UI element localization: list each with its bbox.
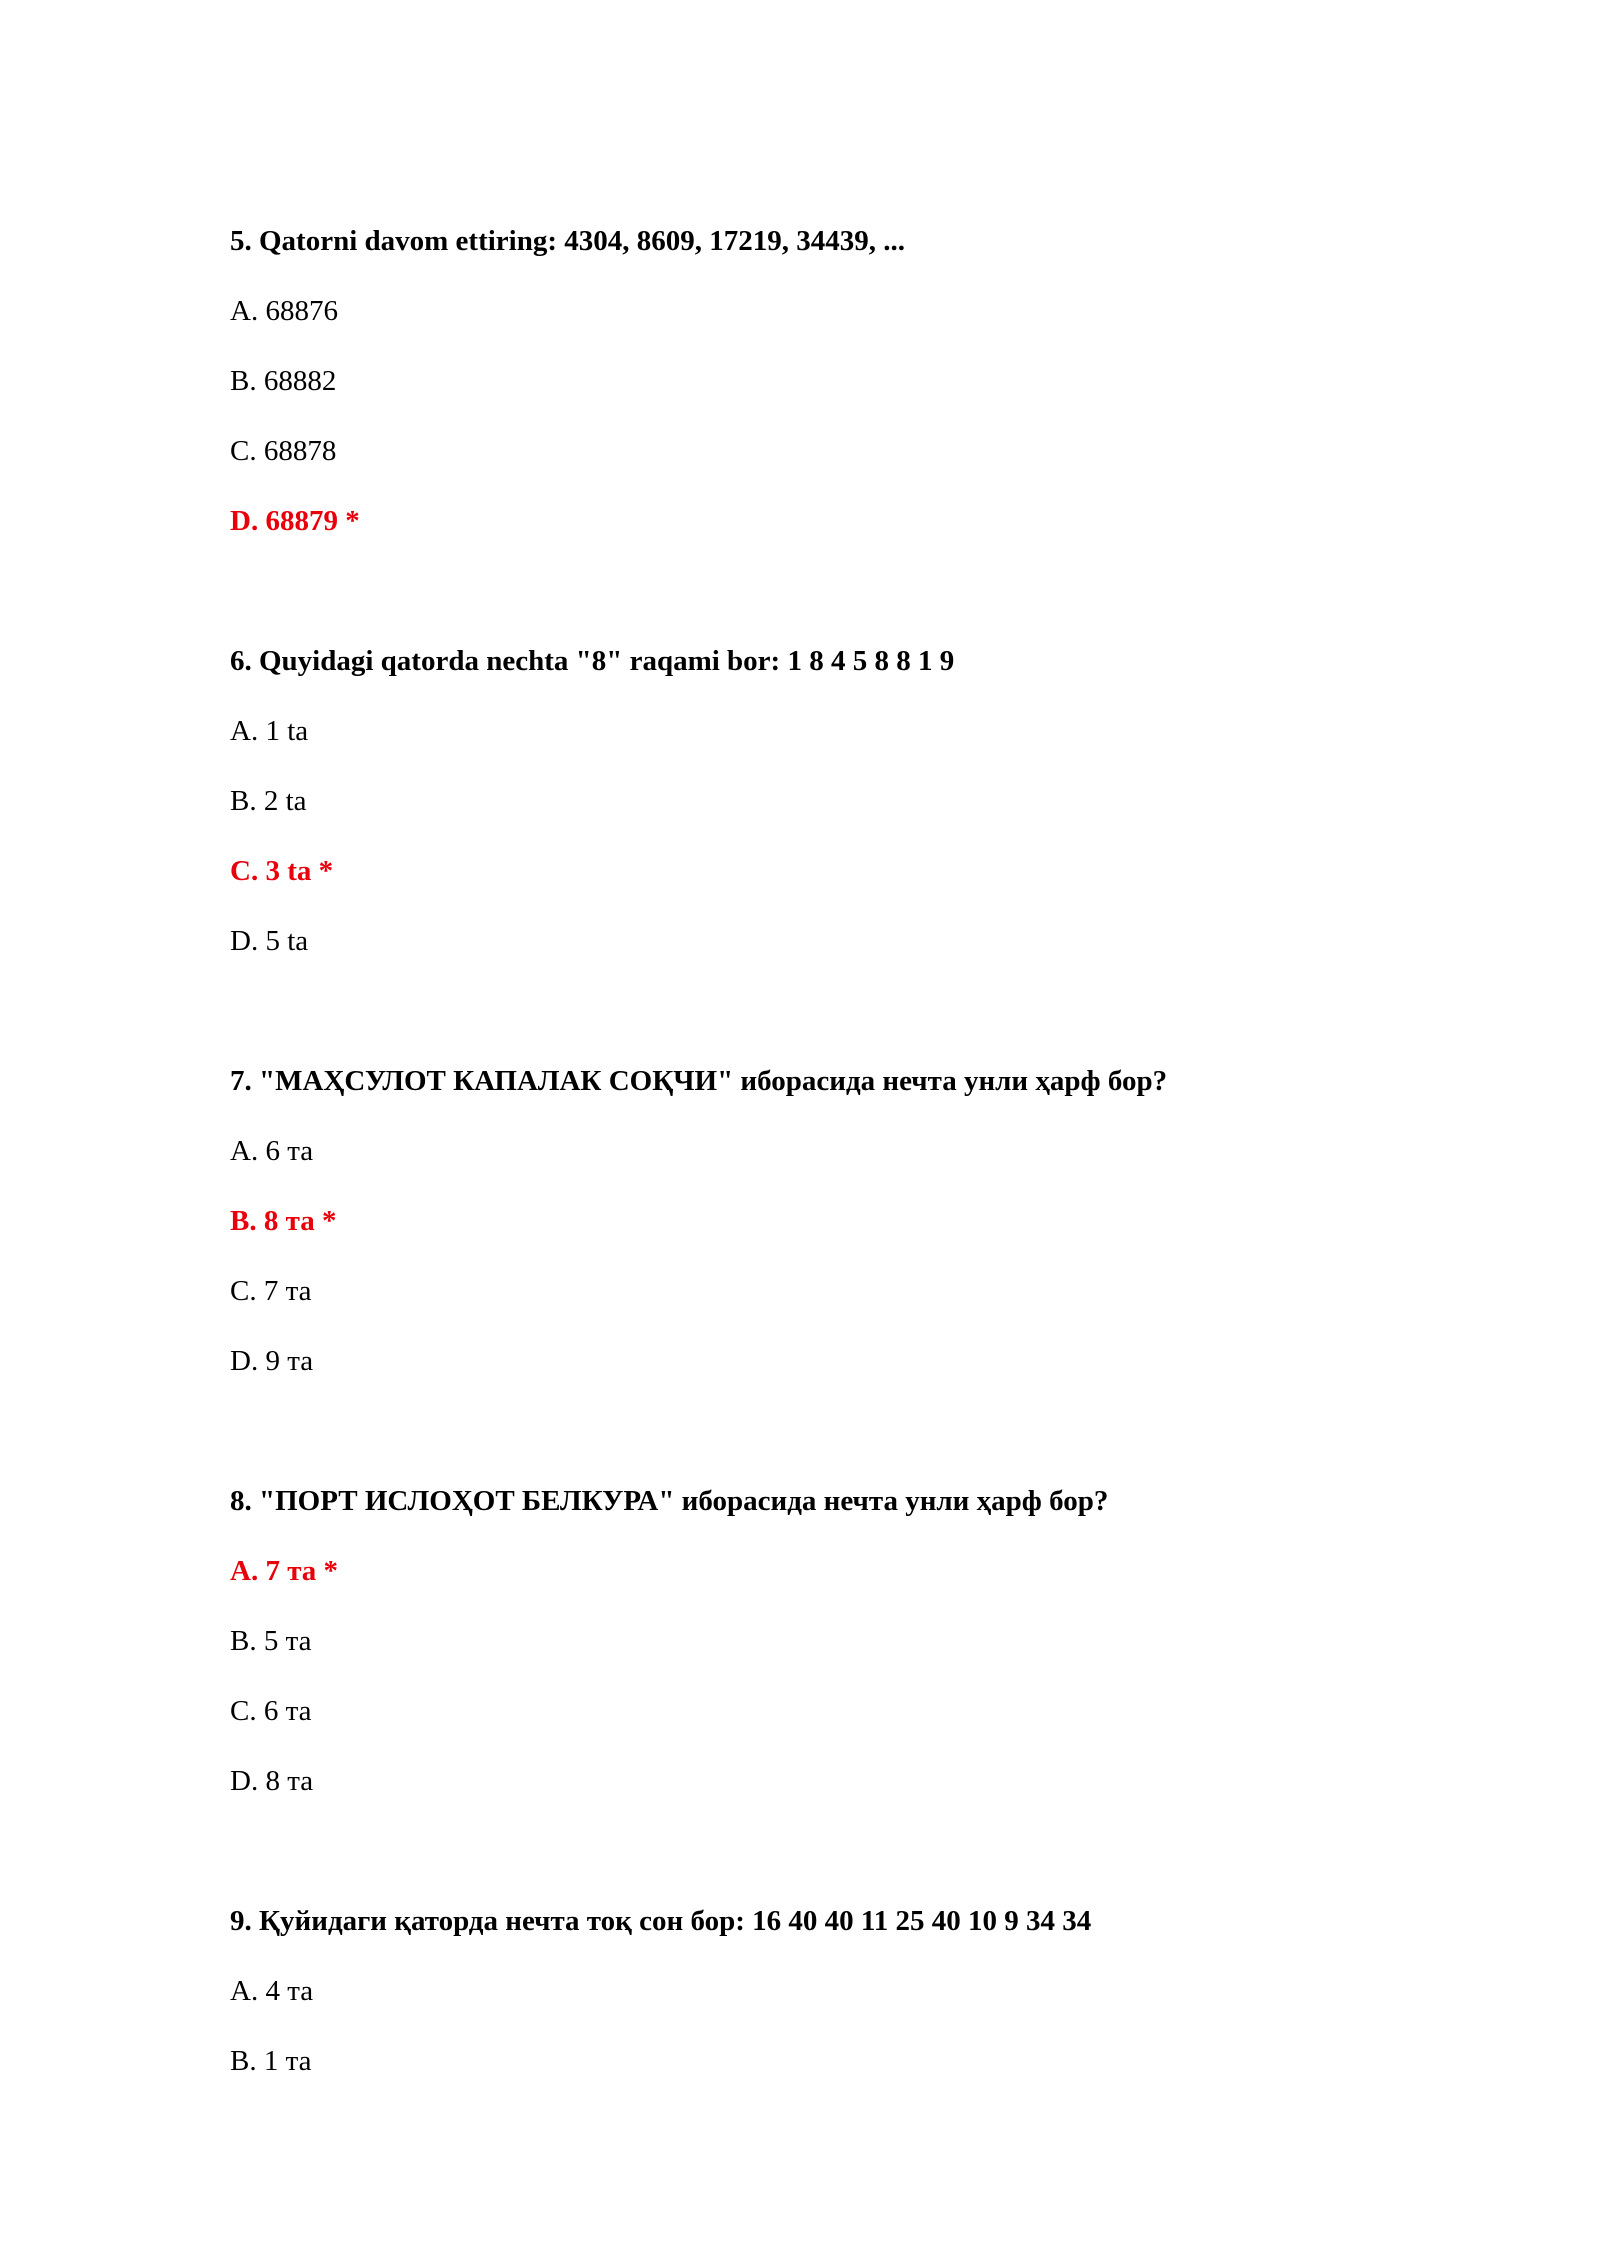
question-text: 7. "МАҲСУЛОТ КАПАЛАК СОҚЧИ" иборасида нечта унли ҳарф бор? <box>230 1065 1168 1097</box>
option-b: B. 1 та <box>230 2045 312 2077</box>
option-b: B. 68882 <box>230 365 337 397</box>
option-d-correct: D. 68879 * <box>230 505 360 537</box>
option-c: C. 7 та <box>230 1275 312 1307</box>
option-c-correct: C. 3 ta * <box>230 855 334 887</box>
option-a-correct: A. 7 та * <box>230 1555 339 1587</box>
question-text: 6. Quyidagi qatorda nechta "8" raqami bor: 1 8 4 5 8 8 1 9 <box>230 645 955 677</box>
question-6 <box>230 644 1430 958</box>
option-a: A. 1 ta <box>230 715 309 747</box>
option-b: B. 5 та <box>230 1625 312 1657</box>
option-c: C. 68878 <box>230 435 337 467</box>
question-text: 5. Qatorni davom ettiring: 4304, 8609, 17219, 34439, ... <box>230 225 906 257</box>
question-text: 9. Қуйидаги қаторда нечта тоқ сон бор: 16 40 40 11 25 40 10 9 34 34 <box>230 1905 1092 1937</box>
option-a: A. 68876 <box>230 295 338 327</box>
question-8 <box>230 1484 1430 1798</box>
question-text: 8. "ПОРТ ИСЛОҲОТ БЕЛКУРА" иборасида нечта унли ҳарф бор? <box>230 1485 1109 1517</box>
option-c: C. 6 та <box>230 1695 312 1727</box>
question-9 <box>230 1904 1430 2078</box>
option-d: D. 5 ta <box>230 925 309 957</box>
option-a: A. 4 та <box>230 1975 314 2007</box>
option-b-correct: B. 8 та * <box>230 1205 337 1237</box>
option-b: B. 2 ta <box>230 785 307 817</box>
question-7 <box>230 1064 1430 1378</box>
option-a: A. 6 та <box>230 1135 314 1167</box>
question-5 <box>230 224 1430 538</box>
option-d: D. 9 та <box>230 1345 314 1377</box>
option-d: D. 8 та <box>230 1765 314 1797</box>
